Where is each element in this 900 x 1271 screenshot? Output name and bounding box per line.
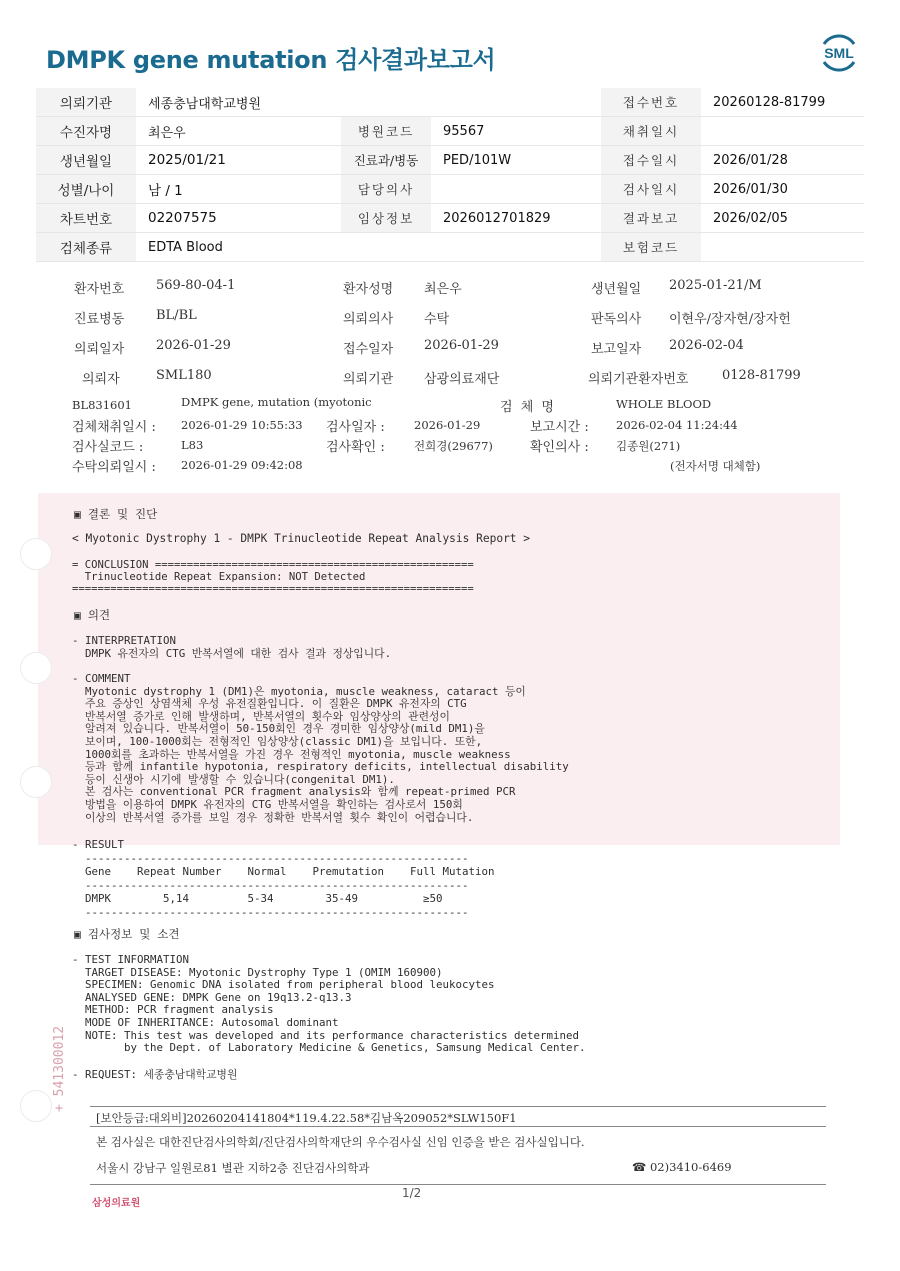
scan-birth-label: 생년월일 [591,282,642,297]
section-opinion-title: ▣ 의견 [74,608,111,622]
report-title: DMPK gene mutation 검사결과보고서 [46,46,496,74]
scan-req-inst: 삼광의료재단 [424,372,500,387]
info-row [36,204,864,233]
test-date-label: 검사일시 [601,175,701,204]
report-date-label: 결과보고 [601,204,701,233]
reception-no-label: 접수번호 [601,88,701,117]
page-number: 1/2 [402,1186,422,1200]
specimen-value: EDTA Blood [136,233,601,262]
scan-req-date: 2026-01-29 [156,338,231,353]
specimen-label: 검체종류 [36,233,136,262]
info-row [36,233,864,262]
punch-hole [20,766,52,798]
scan-lab-code-label: 검사실코드 : [72,440,144,455]
dept-label: 진료과/병동 [341,146,431,175]
divider [90,1126,826,1127]
collection-date-value [701,117,864,146]
scan-report-time-label: 보고시간 : [530,420,589,435]
side-barcode-number: + 541300012 [52,1025,67,1112]
chart-no-label: 차트번호 [36,204,136,233]
scan-req-doctor-label: 의뢰의사 [343,312,394,327]
clinical-info-label: 임상정보 [341,204,431,233]
sex-age-value: 남 / 1 [136,175,341,204]
info-row [36,88,864,117]
scan-outsource-time: 2026-01-29 09:42:08 [181,458,303,472]
section-conclusion-title: ▣ 결론 및 진단 [74,507,158,521]
scan-ward-label: 진료병동 [74,312,125,327]
scan-report-date: 2026-02-04 [669,338,744,353]
sml-logo-icon [816,30,862,76]
scan-outsource-time-label: 수탁의뢰일시 : [72,460,156,475]
scan-report-date-label: 보고일자 [591,342,642,357]
test-date-value: 2026/01/30 [701,175,864,204]
scan-confirm: 전희경(29677) [414,439,493,453]
hospital-code-value: 95567 [431,117,601,146]
scan-report-time: 2026-02-04 11:24:44 [616,418,738,432]
info-row [36,146,864,175]
patient-info-table [36,88,864,262]
clinical-info-value: 2026012701829 [431,204,601,233]
scan-requester-label: 의뢰자 [82,372,120,387]
scan-reading-doctor: 이현우/장자현/장자헌 [669,312,791,327]
report-date-value: 2026/02/05 [701,204,864,233]
insurance-code-value [701,233,864,262]
scan-esign: (전자서명 대체함) [670,459,761,473]
divider [90,1184,826,1185]
requesting-institution-value: 세종충남대학교병원 [136,88,601,117]
scan-test-date: 2026-01-29 [414,418,481,432]
scan-rec-date-label: 접수일자 [343,342,394,357]
scan-patient-no-label: 환자번호 [74,282,125,297]
scan-specimen-label: 검 체 명 [500,400,556,415]
scan-req-inst-patient-no-label: 의뢰기관환자번호 [588,372,689,387]
scan-collect-time: 2026-01-29 10:55:33 [181,418,303,432]
scan-patient-name-label: 환자성명 [343,282,394,297]
reception-date-value: 2026/01/28 [701,146,864,175]
scan-test-date-label: 검사일자 : [326,420,385,435]
security-line: [보안등급:대외비]20260204141804*119.4.22.58*김남옥209052*SLW150F1 [96,1111,517,1125]
reception-date-label: 접수일시 [601,146,701,175]
scan-patient-no: 569-80-04-1 [156,278,236,293]
request-line: - REQUEST: 세종충남대학교병원 [72,1068,238,1081]
examinee-label: 수진자명 [36,117,136,146]
hospital-logo: 삼성의료원 [92,1198,141,1209]
scan-confirm-label: 검사확인 : [326,440,385,455]
dept-value: PED/101W [431,146,601,175]
scan-reading-doctor-label: 판독의사 [591,312,642,327]
sex-age-label: 성별/나이 [36,175,136,204]
info-row [36,175,864,204]
scan-req-inst-label: 의뢰기관 [343,372,394,387]
scan-req-inst-patient-no: 0128-81799 [722,368,801,383]
scan-req-date-label: 의뢰일자 [74,342,125,357]
scan-code: BL831601 [72,398,132,412]
divider [90,1106,826,1107]
hospital-code-label: 병원코드 [341,117,431,146]
section-testinfo-title: ▣ 검사정보 및 소견 [74,927,180,941]
scan-confirm-doctor-label: 확인의사 : [530,440,589,455]
reception-no-value: 20260128-81799 [701,88,864,117]
birth-label: 생년월일 [36,146,136,175]
birth-value: 2025/01/21 [136,146,341,175]
insurance-code-label: 보험코드 [601,233,701,262]
address-text: 서울시 강남구 일원로81 별관 지하2층 진단검사의학과 [96,1161,370,1175]
phone-text: ☎ 02)3410-6469 [632,1160,732,1174]
requesting-institution-label: 의뢰기관 [36,88,136,117]
logo-text: SML [824,45,854,61]
scan-specimen: WHOLE BLOOD [616,397,712,411]
scan-confirm-doctor: 김종원(271) [616,439,681,453]
info-row [36,117,864,146]
doctor-value [431,175,601,204]
scan-collect-time-label: 검체채취일시 : [72,420,156,435]
scan-req-doctor: 수탁 [424,312,450,327]
scan-ward: BL/BL [156,308,197,323]
scan-birth: 2025-01-21/M [669,278,762,293]
examinee-value: 최은우 [136,117,341,146]
report-main-title: < Myotonic Dystrophy 1 - DMPK Trinucleotide Repeat Analysis Report > [72,532,531,545]
scan-rec-date: 2026-01-29 [424,338,499,353]
result-table-block: - RESULT ----------------------------------------------------------- Gene Repeat Number Normal Premutation Full Mutation ----------------------------------------------------------- DMPK 5,14 5-34 35-49 ≥50 ----------------------------------------------------------- [72,838,495,919]
test-info-block: - TEST INFORMATION TARGET DISEASE: Myotonic Dystrophy Type 1 (OMIM 160900) SPECIMEN: Genomic DNA isolated from peripheral blood leukocytes ANALYSED GENE: DMPK Gene on 19q13.2-q13.3 METHOD: PCR fragment analysis MODE OF INHERITANCE: Autosomal dominant NOTE: This test was developed and its performance characteristics determined by the Dept. of Laboratory Medicine & Genetics, Samsung Medical Center. [72,953,586,1055]
interpretation-block: - INTERPRETATION DMPK 유전자의 CTG 반복서열에 대한 검사 결과 정상입니다. [72,634,392,660]
scan-patient-name: 최은우 [424,282,462,297]
comment-block: - COMMENT Myotonic dystrophy 1 (DM1)은 myotonia, muscle weakness, cataract 등이 주요 증상인 상염색체 우성 유전질환입니다. 이 질환은 DMPK 유전자의 CTG 반복서열 증가로 인해 발생하며, 반복서열의 횟수와 임상양상의 관련성이 알려져 있습니다. 반복서열이 50-150회인 경우 경미한 임상양상(mild DM1)을 보이며, 100-1000회는 전형적인 임상양상(classic DM1)을 보입니다. 또한, 1000회를 초과하는 반복서열을 가진 경우 전형적인 myotonia, muscle weakness 등과 함께 infantile hypotonia, respiratory deficits, intellectual disability 등이 신생아 시기에 발생할 수 있습니다(congenital DM1). 본 검사는 conventional PCR fragment analysis와 함께 repeat-primed PCR 방법을 이용하여 DMPK 유전자의 CTG 반복서열을 확인하는 검사로서 150회 이상의 반복서열 증가를 보일 경우 정확한 반복서열 횟수 확인이 어렵습니다. [72,672,569,824]
scan-test-name: DMPK gene, mutation (myotonic [181,395,372,409]
collection-date-label: 채취일시 [601,117,701,146]
scan-lab-code: L83 [181,438,204,452]
punch-hole [20,652,52,684]
punch-hole [20,1090,52,1122]
scan-requester: SML180 [156,368,212,383]
doctor-label: 담당의사 [341,175,431,204]
punch-hole [20,538,52,570]
chart-no-value: 02207575 [136,204,341,233]
conclusion-block: = CONCLUSION ================================================== Trinucleotide Repeat Expansion: NOT Detected =============================================================== [72,559,474,595]
certification-text: 본 검사실은 대한진단검사의학회/진단검사의학재단의 우수검사실 신임 인증을 받은 검사실입니다. [96,1135,585,1149]
